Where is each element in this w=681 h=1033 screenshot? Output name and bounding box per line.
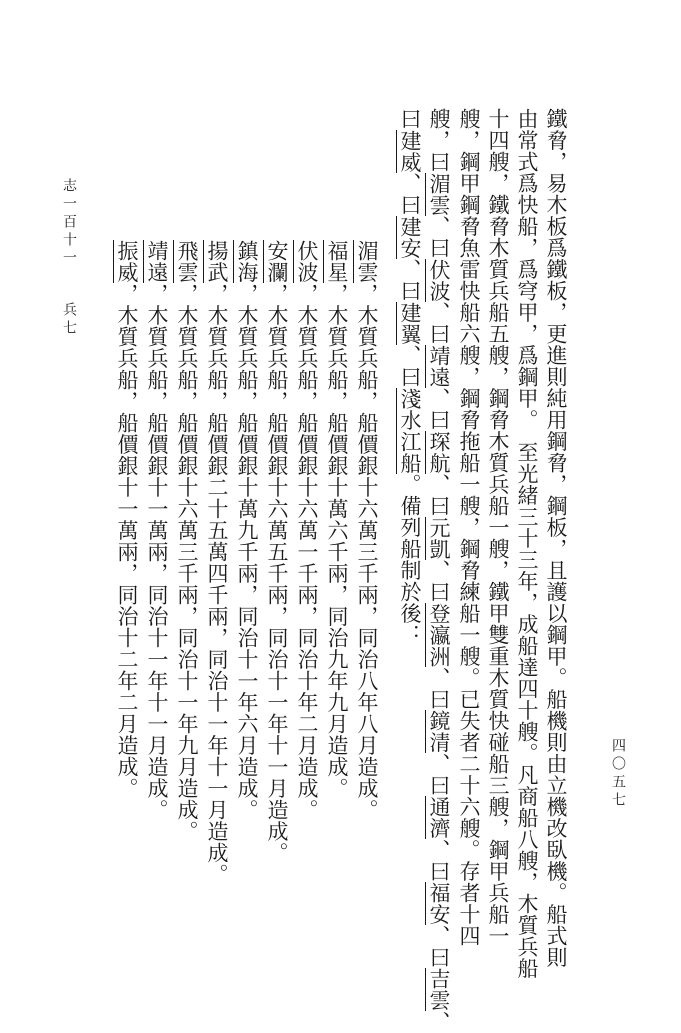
text-column: 由常式爲快船，爲穹甲，爲鋼甲。 至光緒三十三年，成船達四十艘。凡商船八艘，木質兵船: [515, 108, 539, 979]
ship-entry: [356, 240, 377, 821]
ship-entry-text: ，木質兵船，船價銀二十五萬四千兩，同治十一年十一月造成。: [205, 283, 229, 885]
ship-name: 安瀾: [265, 240, 289, 283]
text-run: 曰: [398, 108, 422, 130]
ship-name: 湄雲: [427, 172, 451, 216]
ship-entry: [176, 240, 197, 842]
ship-name: 建威: [398, 129, 422, 173]
ship-name: 振威: [115, 240, 139, 283]
ship-entry-text: ，木質兵船，船價銀十六萬一千兩，同治十年二月造成。: [295, 283, 319, 821]
ship-entry: [266, 240, 287, 864]
volume-label: 志一百十一: [61, 178, 77, 268]
text-run: 、曰: [427, 387, 451, 431]
ship-name-list-column: [428, 108, 449, 1033]
ship-entry: [236, 240, 257, 821]
text-column: 十四艘，鐵脅木質兵船五艘，鋼脅木質兵船一艘，鐵甲雙重木質快碰船三艘，鋼甲兵船一: [486, 108, 510, 947]
text-run: 、曰: [427, 925, 451, 968]
text-run: 、曰: [398, 258, 422, 302]
text-run: 、曰: [427, 215, 451, 259]
ship-entry: [116, 240, 137, 799]
ship-entry: [326, 240, 347, 799]
text-run: 、曰: [398, 344, 422, 388]
text-run: 、曰: [427, 301, 451, 345]
ship-name: 靖遠: [145, 240, 169, 283]
text-run: 艘，曰: [427, 108, 451, 173]
text-column: 鐵脅，易木板爲鐵板，更進則純用鋼脅，鋼板，且護以鋼甲。船機則由立機改臥機。船式則: [544, 108, 568, 968]
ship-name: 吉雲: [427, 968, 451, 1011]
ship-name-list-column: [399, 108, 420, 646]
text-column: 艘，鋼甲鋼脅魚雷快船六艘，鋼脅拖船一艘，鋼脅練船一艘。已失者二十六艘。存者十四: [457, 108, 481, 947]
ship-entry-text: ，木質兵船，船價銀十六萬三千兩，同治十一年九月造成。: [175, 283, 199, 842]
text-run: 、曰: [427, 667, 451, 710]
text-run: 、曰: [427, 559, 451, 603]
ship-entry-text: ，木質兵船，船價銀十萬九千兩，同治十一年六月造成。: [235, 283, 259, 821]
ship-name: 建翼: [398, 301, 422, 345]
ship-name: 鏡清: [427, 710, 451, 753]
ship-name: 琛航: [427, 430, 451, 474]
ship-name: 登瀛洲: [427, 602, 451, 667]
ship-name: 福星: [325, 240, 349, 283]
text-run: 、曰: [398, 172, 422, 216]
text-run: 。備列船制於後：: [398, 473, 422, 646]
text-run: 、曰: [427, 753, 451, 796]
book-section-label: [62, 178, 76, 338]
text-run: 、曰: [427, 839, 451, 882]
ship-entry-text: ，木質兵船，船價銀十六萬三千兩，同治八年八月造成。: [355, 283, 379, 821]
ship-entry-text: ，木質兵船，船價銀十六萬五千兩，同治十一年十一月造成。: [265, 283, 289, 864]
ship-name: 淺水江船: [398, 387, 422, 474]
ship-name: 伏波: [295, 240, 319, 283]
section-label: 兵七: [61, 302, 77, 338]
ship-name: 湄雲: [355, 240, 379, 283]
ship-entry-text: ，木質兵船，船價銀十一萬兩，同治十一年十一月造成。: [145, 283, 169, 821]
ship-name: 飛雲: [175, 240, 199, 283]
ship-name: 鎮海: [235, 240, 259, 283]
ship-name: 元凱: [427, 516, 451, 560]
text-run: 、: [427, 1011, 451, 1033]
ship-entry-text: ，木質兵船，船價銀十萬六千兩，同治九年九月造成。: [325, 283, 349, 799]
ship-name: 通濟: [427, 796, 451, 839]
page-number: 四〇五七: [610, 738, 626, 810]
ship-entry: [206, 240, 227, 885]
ship-name: 福安: [427, 882, 451, 925]
ship-name: 建安: [398, 215, 422, 259]
ship-entry-text: ，木質兵船，船價銀十一萬兩，同治十二年二月造成。: [115, 283, 139, 799]
ship-name: 揚武: [205, 240, 229, 283]
ship-name: 伏波: [427, 258, 451, 302]
ship-entry: [146, 240, 167, 821]
ship-entry: [296, 240, 317, 821]
text-run: 、曰: [427, 473, 451, 517]
ship-name: 靖遠: [427, 344, 451, 388]
